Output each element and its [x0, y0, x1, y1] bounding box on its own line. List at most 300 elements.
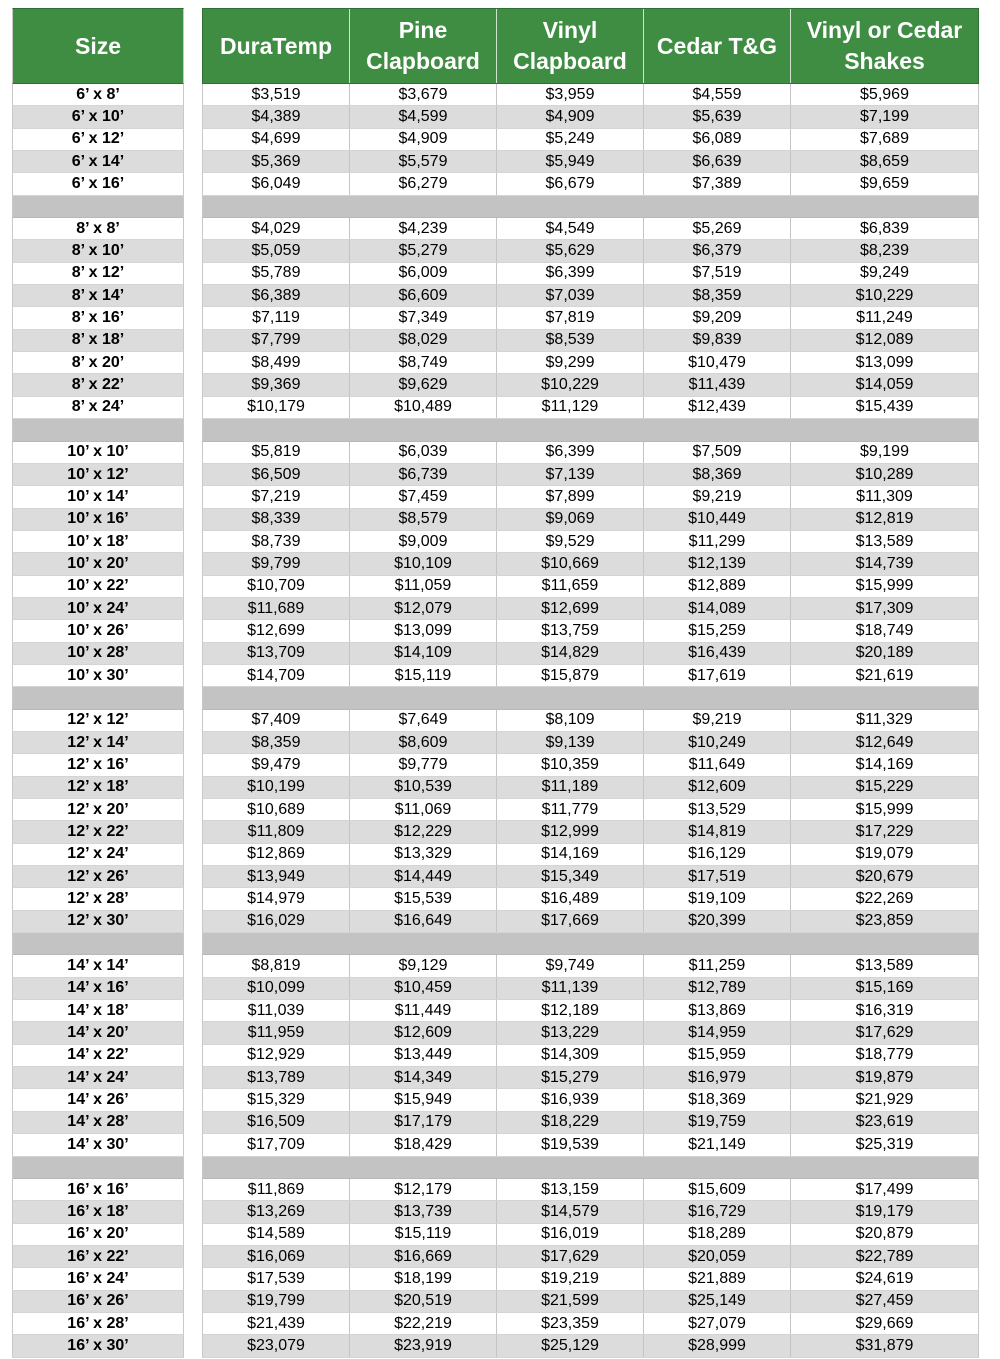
price-cell: $5,249: [497, 129, 644, 150]
price-cell: $10,689: [203, 799, 350, 820]
table-row: [202, 307, 979, 329]
price-cell: $9,219: [644, 486, 791, 507]
price-cell: $25,149: [644, 1291, 791, 1312]
table-row: [202, 888, 979, 910]
price-cell: $13,949: [203, 866, 350, 887]
table-row: [12, 799, 184, 821]
price-cell: $12,999: [497, 821, 644, 842]
price-cell: $6,279: [350, 173, 497, 194]
price-cell: $9,749: [497, 955, 644, 976]
table-row: [12, 352, 184, 374]
price-cell: $16,029: [203, 911, 350, 932]
table-row: [202, 1067, 979, 1089]
size-cell: 6’ x 12’: [71, 130, 125, 148]
price-cell: $18,779: [855, 1046, 914, 1064]
size-cell: 6’ x 14’: [71, 152, 125, 170]
group-separator: [12, 687, 184, 709]
size-cell: 10’ x 30’: [67, 666, 129, 684]
price-cell: $15,999: [855, 800, 914, 818]
price-cell: $12,189: [497, 1000, 644, 1021]
price-cell: $12,139: [644, 553, 791, 574]
price-cell: $13,099: [350, 620, 497, 641]
table-row: [12, 218, 184, 240]
price-cell: $6,039: [350, 442, 497, 463]
table-row: [12, 1000, 184, 1022]
price-cell: $8,239: [860, 242, 909, 260]
size-cell: 10’ x 10’: [67, 443, 129, 461]
size-cell: 12’ x 20’: [67, 800, 129, 818]
price-cell: $7,519: [644, 263, 791, 284]
price-cell: $6,609: [350, 285, 497, 306]
price-cell: $8,749: [350, 352, 497, 373]
price-cell: $4,549: [497, 218, 644, 239]
price-cell: $18,429: [350, 1134, 497, 1155]
group-separator: [12, 196, 184, 218]
table-row: [202, 1335, 979, 1357]
table-row: [202, 866, 979, 888]
price-cell: $15,949: [350, 1089, 497, 1110]
size-cell: 14’ x 28’: [67, 1113, 129, 1131]
price-cell: $9,139: [497, 732, 644, 753]
size-cell: 12’ x 14’: [67, 733, 129, 751]
size-cell: 10’ x 12’: [67, 465, 129, 483]
price-cell: $12,889: [644, 576, 791, 597]
price-cell: $6,399: [497, 263, 644, 284]
price-cell: $11,959: [203, 1022, 350, 1043]
price-cell: $4,029: [203, 218, 350, 239]
table-row: [12, 374, 184, 396]
price-cell: $17,229: [855, 823, 914, 841]
table-row: [202, 844, 979, 866]
price-cell: $19,219: [497, 1268, 644, 1289]
size-cell: 8’ x 16’: [71, 309, 125, 327]
table-row: [202, 1224, 979, 1246]
price-cell: $15,609: [644, 1179, 791, 1200]
price-cell: $14,059: [855, 376, 914, 394]
table-row: [12, 509, 184, 531]
price-cell: $24,619: [855, 1269, 914, 1287]
table-row: [12, 285, 184, 307]
table-row: [202, 1045, 979, 1067]
price-cell: $14,959: [644, 1022, 791, 1043]
table-row: [202, 151, 979, 173]
size-cell: 16’ x 24’: [67, 1269, 129, 1287]
table-row: [12, 173, 184, 195]
price-cell: $11,329: [856, 711, 913, 729]
price-cell: $31,879: [855, 1336, 914, 1354]
size-cell: 10’ x 24’: [67, 599, 129, 617]
price-cell: $15,539: [350, 888, 497, 909]
price-cell: $14,169: [855, 755, 914, 773]
size-column: [12, 8, 184, 1358]
price-cell: $12,699: [203, 620, 350, 641]
table-row: [202, 732, 979, 754]
table-row: [12, 1201, 184, 1223]
table-row: [202, 263, 979, 285]
table-row: [12, 1313, 184, 1335]
table-row: [12, 397, 184, 419]
price-cell: $7,139: [497, 464, 644, 485]
price-cell: $11,689: [203, 598, 350, 619]
price-cell: $10,249: [644, 732, 791, 753]
price-cell: $11,809: [203, 821, 350, 842]
price-cell: $16,489: [497, 888, 644, 909]
table-row: [202, 1268, 979, 1290]
price-cell: $8,369: [644, 464, 791, 485]
price-cell: $6,839: [860, 219, 909, 237]
table-row: [202, 799, 979, 821]
price-cell: $7,899: [497, 486, 644, 507]
price-cell: $8,579: [350, 509, 497, 530]
price-cell: $16,319: [855, 1001, 914, 1019]
price-cell: $19,759: [644, 1112, 791, 1133]
size-cell: 14’ x 30’: [67, 1135, 129, 1153]
size-cell: 10’ x 22’: [67, 577, 129, 595]
price-cell: $4,389: [203, 106, 350, 127]
table-row: [202, 509, 979, 531]
size-header-label: Size: [74, 32, 122, 59]
table-row: [202, 1201, 979, 1223]
price-cell: $13,589: [855, 957, 914, 975]
price-cell: $11,249: [856, 309, 913, 327]
group-separator: [202, 1157, 979, 1179]
price-cell: $9,839: [644, 330, 791, 351]
size-cell: 14’ x 16’: [67, 979, 129, 997]
size-cell: 14’ x 22’: [67, 1046, 129, 1064]
price-cell: $10,479: [644, 352, 791, 373]
price-cell: $9,369: [203, 374, 350, 395]
table-row: [202, 129, 979, 151]
price-cell: $14,829: [497, 643, 644, 664]
price-cell: $4,909: [497, 106, 644, 127]
price-cell: $16,729: [644, 1201, 791, 1222]
price-cell: $23,079: [203, 1335, 350, 1356]
table-row: [12, 1268, 184, 1290]
price-cell: $17,629: [497, 1246, 644, 1267]
price-cell: $23,859: [855, 912, 914, 930]
price-cell: $9,209: [644, 307, 791, 328]
price-cell: $10,229: [855, 286, 914, 304]
table-row: [202, 352, 979, 374]
price-cell: $16,129: [644, 844, 791, 865]
price-cell: $4,909: [350, 129, 497, 150]
price-cell: $28,999: [644, 1335, 791, 1356]
table-row: [12, 978, 184, 1000]
table-row: [202, 397, 979, 419]
size-cell: 8’ x 24’: [71, 398, 125, 416]
table-row: [12, 307, 184, 329]
price-cell: $5,279: [350, 240, 497, 261]
price-cell: $12,229: [350, 821, 497, 842]
price-cell: $14,819: [644, 821, 791, 842]
price-cell: $10,179: [203, 397, 350, 418]
price-cell: $14,579: [497, 1201, 644, 1222]
price-cell: $18,199: [350, 1268, 497, 1289]
price-cell: $15,119: [350, 1224, 497, 1245]
price-cell: $13,759: [497, 620, 644, 641]
price-cell: $9,659: [860, 175, 909, 193]
price-cell: $14,089: [644, 598, 791, 619]
price-cell: $11,129: [497, 397, 644, 418]
size-cell: 8’ x 8’: [76, 219, 120, 237]
price-body: [202, 84, 979, 1358]
table-row: [202, 710, 979, 732]
price-cell: $13,739: [350, 1201, 497, 1222]
size-cell: 14’ x 14’: [67, 957, 129, 975]
price-cell: $16,669: [350, 1246, 497, 1267]
table-row: [12, 1112, 184, 1134]
price-cell: $16,019: [497, 1224, 644, 1245]
header-pine-clapboard: Pine Clapboard: [350, 9, 497, 83]
table-row: [12, 1246, 184, 1268]
price-cell: $6,639: [644, 151, 791, 172]
price-cell: $10,199: [203, 777, 350, 798]
price-cell: $14,709: [203, 665, 350, 686]
price-cell: $8,739: [203, 531, 350, 552]
table-row: [12, 1089, 184, 1111]
size-cell: 12’ x 26’: [67, 867, 129, 885]
table-row: [12, 643, 184, 665]
price-cell: $15,879: [497, 665, 644, 686]
price-cell: $18,369: [644, 1089, 791, 1110]
price-cell: $10,539: [350, 777, 497, 798]
table-row: [12, 240, 184, 262]
table-row: [202, 754, 979, 776]
table-row: [202, 1089, 979, 1111]
price-cell: $13,529: [644, 799, 791, 820]
table-row: [202, 330, 979, 352]
price-cell: $15,329: [203, 1089, 350, 1110]
price-cell: $3,679: [350, 84, 497, 105]
price-cell: $5,639: [644, 106, 791, 127]
price-cell: $7,799: [203, 330, 350, 351]
price-cell: $17,179: [350, 1112, 497, 1133]
price-cell: $12,929: [203, 1045, 350, 1066]
price-cell: $16,939: [497, 1089, 644, 1110]
price-cell: $15,169: [855, 979, 914, 997]
price-cell: $9,799: [203, 553, 350, 574]
price-cell: $11,189: [497, 777, 644, 798]
size-cell: 16’ x 30’: [67, 1336, 129, 1354]
group-separator: [202, 933, 979, 955]
price-cell: $5,269: [644, 218, 791, 239]
price-cell: $10,489: [350, 397, 497, 418]
price-cell: $7,409: [203, 710, 350, 731]
price-cell: $7,199: [860, 108, 909, 126]
price-cell: $21,889: [644, 1268, 791, 1289]
table-row: [202, 374, 979, 396]
price-cell: $12,699: [497, 598, 644, 619]
table-row: [202, 218, 979, 240]
price-cell: $22,219: [350, 1313, 497, 1334]
size-cell: 12’ x 12’: [67, 711, 129, 729]
price-cell: $3,519: [203, 84, 350, 105]
group-separator: [12, 1157, 184, 1179]
table-row: [12, 442, 184, 464]
table-row: [12, 888, 184, 910]
price-cell: $15,119: [350, 665, 497, 686]
price-cell: $4,699: [203, 129, 350, 150]
price-cell: $5,789: [203, 263, 350, 284]
price-cell: $14,739: [855, 554, 914, 572]
size-cell: 10’ x 20’: [67, 554, 129, 572]
header-cedar-tg: Cedar T&G: [644, 9, 791, 83]
price-cell: $12,789: [644, 978, 791, 999]
price-cell: $21,619: [855, 666, 914, 684]
table-row: [202, 1022, 979, 1044]
price-cell: $10,099: [203, 978, 350, 999]
table-row: [12, 1335, 184, 1357]
table-row: [202, 1246, 979, 1268]
price-cell: $6,399: [497, 442, 644, 463]
price-cell: $8,499: [203, 352, 350, 373]
table-row: [202, 955, 979, 977]
price-cell: $19,109: [644, 888, 791, 909]
price-cell: $12,819: [855, 510, 914, 528]
size-cell: 8’ x 14’: [71, 286, 125, 304]
price-cell: $4,559: [644, 84, 791, 105]
price-cell: $20,189: [855, 644, 914, 662]
size-cell: 16’ x 16’: [67, 1180, 129, 1198]
size-cell: 16’ x 26’: [67, 1292, 129, 1310]
price-cell: $16,069: [203, 1246, 350, 1267]
table-row: [202, 173, 979, 195]
size-cell: 12’ x 30’: [67, 912, 129, 930]
size-cell: 16’ x 22’: [67, 1247, 129, 1265]
price-cell: $16,439: [644, 643, 791, 664]
price-cell: $6,389: [203, 285, 350, 306]
price-cell: $18,749: [855, 621, 914, 639]
price-cell: $13,869: [644, 1000, 791, 1021]
price-cell: $14,449: [350, 866, 497, 887]
header-duratemp: DuraTemp: [203, 9, 350, 83]
price-cell: $7,039: [497, 285, 644, 306]
size-cell: 14’ x 24’: [67, 1068, 129, 1086]
price-cell: $9,009: [350, 531, 497, 552]
price-cell: $8,659: [860, 152, 909, 170]
price-cell: $16,979: [644, 1067, 791, 1088]
table-row: [202, 911, 979, 933]
price-cell: $9,629: [350, 374, 497, 395]
price-cell: $11,139: [497, 978, 644, 999]
price-cell: $15,279: [497, 1067, 644, 1088]
price-cell: $7,389: [644, 173, 791, 194]
price-cell: $6,509: [203, 464, 350, 485]
price-cell: $7,509: [644, 442, 791, 463]
table-row: [12, 1179, 184, 1201]
table-row: [12, 598, 184, 620]
price-cell: $10,449: [644, 509, 791, 530]
price-cell: $11,439: [644, 374, 791, 395]
table-row: [12, 1291, 184, 1313]
price-cell: $13,159: [497, 1179, 644, 1200]
price-cell: $17,619: [644, 665, 791, 686]
price-cell: $13,789: [203, 1067, 350, 1088]
price-cell: $19,179: [855, 1202, 914, 1220]
size-body: [12, 84, 184, 1358]
table-row: [12, 1022, 184, 1044]
price-cell: $7,819: [497, 307, 644, 328]
size-cell: 14’ x 18’: [67, 1001, 129, 1019]
table-row: [202, 442, 979, 464]
price-cell: $16,649: [350, 911, 497, 932]
price-cell: $17,499: [855, 1180, 914, 1198]
size-cell: 14’ x 20’: [67, 1024, 129, 1042]
price-cell: $5,059: [203, 240, 350, 261]
table-row: [202, 106, 979, 128]
size-cell: 16’ x 18’: [67, 1202, 129, 1220]
price-cell: $23,359: [497, 1313, 644, 1334]
price-cell: $7,649: [350, 710, 497, 731]
price-cell: $13,709: [203, 643, 350, 664]
price-cell: $15,229: [855, 778, 914, 796]
price-cell: $6,049: [203, 173, 350, 194]
price-cell: $23,619: [855, 1113, 914, 1131]
table-row: [12, 151, 184, 173]
price-cell: $21,599: [497, 1291, 644, 1312]
table-row: [202, 285, 979, 307]
price-cell: $7,349: [350, 307, 497, 328]
size-cell: 16’ x 20’: [67, 1225, 129, 1243]
table-row: [202, 978, 979, 1000]
table-row: [12, 844, 184, 866]
price-cell: $5,579: [350, 151, 497, 172]
price-cell: $11,299: [644, 531, 791, 552]
table-row: [12, 106, 184, 128]
price-cell: $12,179: [350, 1179, 497, 1200]
price-cell: $8,029: [350, 330, 497, 351]
table-row: [202, 464, 979, 486]
price-cell: $10,229: [497, 374, 644, 395]
price-cell: $4,599: [350, 106, 497, 127]
price-cell: $6,089: [644, 129, 791, 150]
price-cell: $14,349: [350, 1067, 497, 1088]
table-row: [202, 665, 979, 687]
table-row: [12, 911, 184, 933]
header-vinyl-cedar-shakes: Vinyl or Cedar Shakes: [806, 17, 963, 74]
table-row: [12, 1045, 184, 1067]
price-cell: $13,229: [497, 1022, 644, 1043]
price-cell: $8,819: [203, 955, 350, 976]
table-row: [12, 464, 184, 486]
price-cell: $12,079: [350, 598, 497, 619]
size-cell: 8’ x 18’: [71, 331, 125, 349]
price-cell: $25,129: [497, 1335, 644, 1356]
price-cell: $18,229: [497, 1112, 644, 1133]
price-cell: $11,069: [350, 799, 497, 820]
price-cell: $5,369: [203, 151, 350, 172]
table-row: [12, 665, 184, 687]
price-cell: $11,449: [350, 1000, 497, 1021]
price-cell: $19,079: [855, 845, 914, 863]
price-cell: $14,589: [203, 1224, 350, 1245]
price-cell: $14,979: [203, 888, 350, 909]
table-row: [12, 84, 184, 106]
size-cell: 8’ x 22’: [71, 376, 125, 394]
price-cell: $9,479: [203, 754, 350, 775]
price-cell: $5,629: [497, 240, 644, 261]
price-cell: $10,289: [855, 465, 914, 483]
table-row: [202, 84, 979, 106]
price-cell: $10,109: [350, 553, 497, 574]
price-cell: $9,779: [350, 754, 497, 775]
table-row: [202, 553, 979, 575]
price-cell: $12,439: [644, 397, 791, 418]
group-separator: [202, 687, 979, 709]
price-cell: $8,359: [203, 732, 350, 753]
table-row: [12, 821, 184, 843]
price-cell: $15,439: [855, 398, 914, 416]
